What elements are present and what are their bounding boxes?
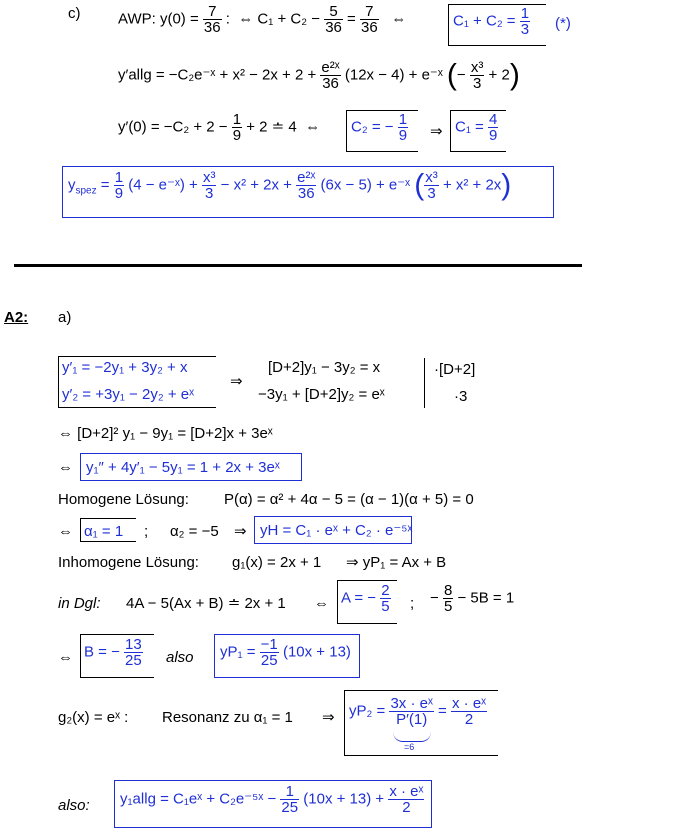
- indgl-sep: ;: [410, 595, 415, 612]
- star-note: (*): [555, 15, 571, 32]
- boxed-c: C₁ + C₂ = $\frac{1}{3}$: [453, 5, 530, 38]
- yp2-result: yP₂ = $\frac{\text{3x · eˣ}}{P'(1)}$ = $\frac{\text{x · eˣ}}{2}$: [349, 695, 487, 728]
- yspez-line: $y_{spez}$ = $\frac{1}{9}$ (4 − e⁻ˣ) + $\frac{\text{x³}}{3}$ − x² + 2x + $\frac{\text{e²ˣ}}{36}$ (6x − 5) + e⁻ˣ ( $\frac{\text{x³}}{3}$ + x² + 2x): [68, 168, 512, 202]
- multiplier-bar: [424, 358, 425, 408]
- y0-imp: ⇒: [430, 123, 443, 140]
- awp-mid: ⇔ C₁ + C₂ −: [238, 10, 321, 28]
- roots-sep: ;: [144, 523, 149, 540]
- b-result: B = − $\frac{13}{25}$: [84, 636, 142, 669]
- roots-iff: ⇔: [58, 523, 73, 540]
- a2-sub: a): [58, 309, 72, 326]
- resonance: Resonanz zu α₁ = 1: [162, 709, 293, 726]
- also-2: also:: [58, 797, 90, 814]
- indgl-iff: ⇔: [314, 595, 329, 612]
- inhom-g1: g₁(x) = 2x + 1: [232, 554, 322, 571]
- b-equation: − $\frac{8}{5}$ − 5B = 1: [430, 582, 515, 615]
- y1-result: y₁allg = C₁eˣ + C₂e⁻⁵ˣ − $\frac{1}{25}$ (10x + 13) + $\frac{\text{x · eˣ}}{2}$: [120, 783, 424, 816]
- hom-label: Homogene Lösung:: [58, 491, 189, 508]
- c1-result: C₁ = $\frac{4}{9}$: [455, 111, 498, 144]
- system-eq-2: y′₂ = +3y₁ − 2y₂ + eˣ: [62, 386, 195, 403]
- multiplier-2: ·3: [454, 388, 468, 405]
- awp-eq: =: [347, 10, 356, 28]
- res-imp: ⇒: [322, 709, 335, 726]
- indgl-label: in Dgl:: [58, 595, 101, 612]
- brace-note: =6: [404, 742, 415, 752]
- yallg-line: y′allg = −C₂e⁻ˣ + x² − 2x + 2 + $\frac{\text{e²ˣ}}{36}$ (12x − 4) + e⁻ˣ (− $\frac{\text{x³}}{3}$ + 2): [118, 58, 520, 92]
- elimination: ⇔ [D+2]² y₁ − 9y₁ = [D+2]x + 3eˣ: [58, 425, 273, 442]
- part-c-label: c): [68, 5, 81, 22]
- awp-colon: :: [225, 10, 230, 28]
- roots-imp: ⇒: [234, 523, 247, 540]
- indgl-eq: 4A − 5(Ax + B) ≐ 2x + 1: [126, 595, 286, 612]
- operator-eq-1: [D+2]y₁ − 3y₂ = x: [268, 359, 381, 376]
- y0-line: y′(0) = −C₂ + 2 − $\frac{1}{9}$ + 2 ≐ 4 ⇔: [118, 111, 321, 144]
- yh-boxed: yH = C₁ · eˣ + C₂ · e⁻⁵ˣ: [260, 522, 413, 539]
- inhom-imp: ⇒ yP₁ = Ax + B: [346, 554, 447, 571]
- inhom-label: Inhomogene Lösung:: [58, 554, 199, 571]
- dgl-boxed: y₁″ + 4y′₁ − 5y₁ = 1 + 2x + 3eˣ: [86, 459, 280, 476]
- also-1: also: [166, 649, 194, 666]
- awp-line: [118, 4, 406, 35]
- a2-heading: A2:: [4, 309, 29, 326]
- g2: g₂(x) = eˣ :: [58, 709, 129, 726]
- awp-fraction-3: $\frac{7}{36}$: [360, 3, 378, 36]
- multiplier-1: ·[D+2]: [434, 361, 476, 378]
- section-divider: [14, 264, 582, 267]
- b-iff: ⇔: [58, 649, 73, 666]
- awp-fraction-1: $\frac{7}{36}$: [203, 3, 221, 36]
- awp-iff: ⇔: [391, 10, 407, 28]
- operator-eq-2: −3y₁ + [D+2]y₂ = eˣ: [258, 386, 385, 403]
- p-prime-brace: [393, 731, 431, 742]
- c2-result: C₂ = − $\frac{1}{9}$: [351, 111, 408, 144]
- yp1-result: yP₁ = $\frac{-1}{25}$ (10x + 13): [220, 636, 351, 669]
- dgl-iff: ⇔: [58, 459, 73, 476]
- system-eq-1: y′₁ = −2y₁ + 3y₂ + x: [62, 359, 188, 376]
- awp-lhs: AWP: y(0) =: [118, 10, 199, 28]
- root1: α₁ = 1: [84, 523, 124, 540]
- hom-poly: P(α) = α² + 4α − 5 = (α − 1)(α + 5) = 0: [224, 491, 474, 508]
- system-imp: ⇒: [230, 373, 243, 390]
- awp-fraction-2: $\frac{5}{36}$: [325, 3, 342, 36]
- a-result: A = − $\frac{2}{5}$: [341, 582, 390, 615]
- root2: α₂ = −5: [170, 523, 219, 540]
